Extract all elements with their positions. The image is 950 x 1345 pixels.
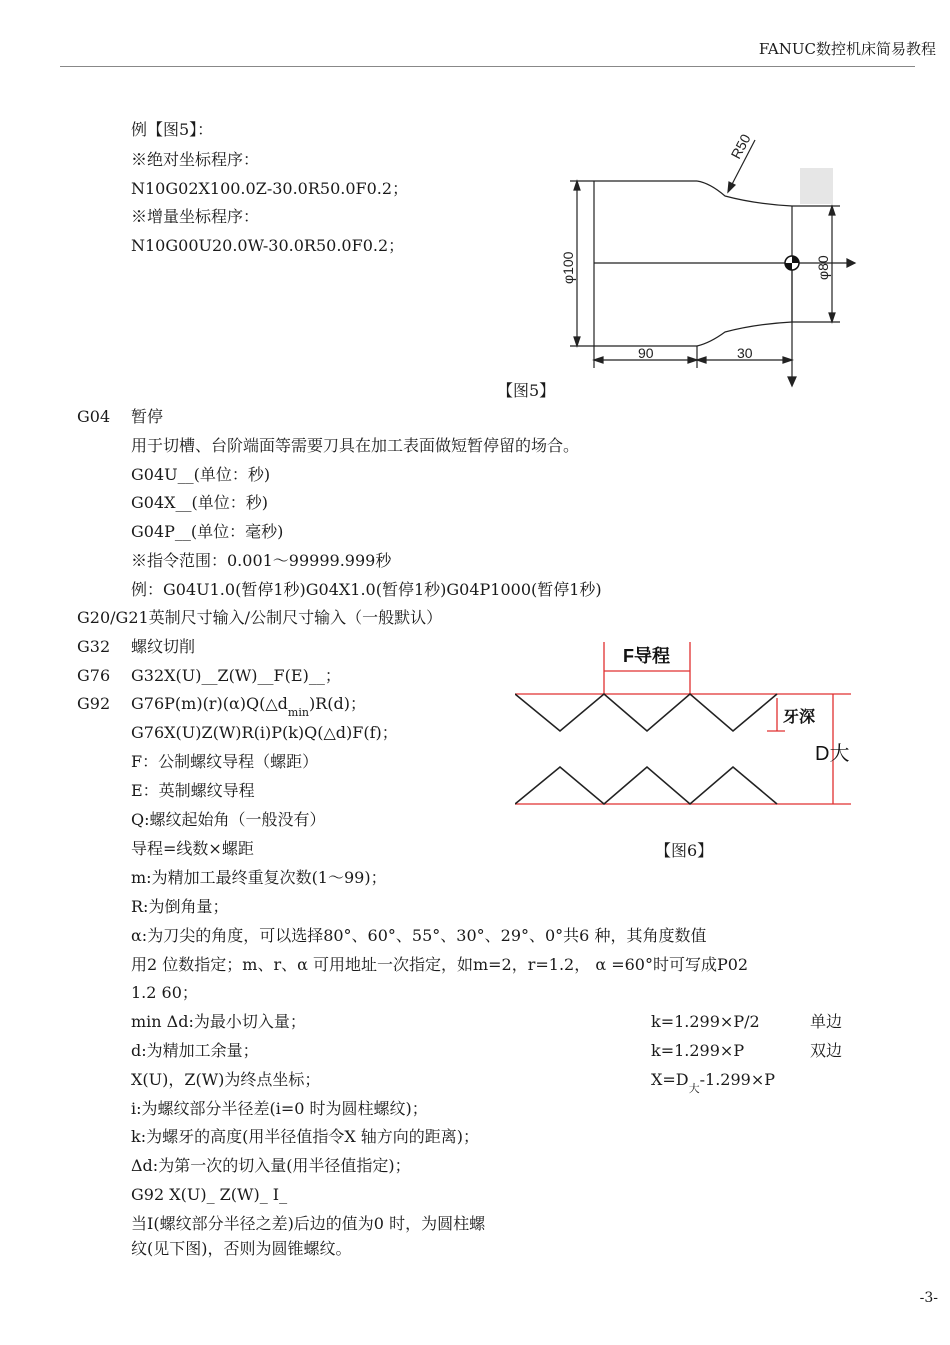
g04-line-p: G04P__(单位：毫秒) [131,522,284,541]
formula-k-double: k=1.299×P [651,1041,745,1060]
m-desc: m:为精加工最终重复次数(1～99)； [131,868,387,887]
inc-code: N10G00U20.0W-30.0R50.0F0.2； [131,236,405,255]
fig6-depth-label: 牙深 [783,709,816,726]
g76-format2: G76X(U)Z(W)R(i)P(k)Q(△d)F(f)； [131,723,398,742]
g04-code: G04 [77,407,111,426]
alpha-desc-1: α:为刀尖的角度，可以选择80°、60°、55°、30°、29°、0°共6 种，其角度数值 [131,926,707,945]
figure5-diagram [550,118,870,390]
figure5-caption: 【图5】 [497,381,556,400]
fig5-z-arrow [788,377,796,386]
fig6-lead-label: F导程 [623,646,670,666]
g04-line-x: G04X__(单位：秒) [131,493,269,512]
example5-intro: 例【图5】： [131,120,214,139]
abs-code: N10G02X100.0Z-30.0R50.0F0.2； [131,179,409,198]
figure6-diagram [515,636,855,808]
fig5-bottom-arc [697,322,792,346]
g92-format: G92 X(U)_ Z(W)_ I_ [131,1185,288,1204]
figure6-caption: 【图6】 [655,841,714,860]
r-desc: R:为倒角量； [131,897,229,916]
alpha-desc-3: 1.2 60； [131,983,198,1002]
code-g76: G76 [77,666,111,685]
formula-k-single: k=1.299×P/2 [651,1012,760,1031]
k-desc: k:为螺牙的高度(用半径值指令X 轴方向的距离)； [131,1127,480,1146]
fig5-len-a-label: 90 [638,345,654,361]
g32-format: G32X(U)__Z(W)__F(E)__； [131,666,341,685]
abs-label: ※绝对坐标程序： [131,150,260,169]
formula-x: $X=D_大-1.299\times P$ [651,1070,776,1095]
g04-line-u: G04U__(单位：秒) [131,465,271,484]
lead-desc: 导程=线数×螺距 [131,839,254,858]
q-desc: Q:螺纹起始角（一般没有） [131,810,326,829]
g76-format1: $G76P(m)(r)(\alpha)Q(\triangle d_{min})R(d)$； [131,694,366,719]
xu-desc: X(U)，Z(W)为终点坐标； [131,1070,321,1089]
min-desc: min Δd:为最小切入量； [131,1012,306,1031]
fig5-x-arrow [847,259,855,267]
formula-single-label: 单边 [810,1012,843,1031]
fig5-shading [800,168,833,204]
fig6-lower-thread [515,767,777,804]
i-note-1: 当I(螺纹部分半径之差)后边的值为0 时，为圆柱螺 [131,1214,486,1233]
fig5-radius-label: R50 [727,131,754,162]
header-title: FANUC数控机床简易教程 [758,40,936,58]
g20-line: G20/G21英制尺寸输入/公制尺寸输入（一般默认） [77,608,443,627]
f-desc: F：公制螺纹导程（螺距） [131,752,319,771]
g04-example: 例：G04U1.0(暂停1秒)G04X1.0(暂停1秒)G04P1000(暂停1秒) [131,580,602,599]
code-g92: G92 [77,694,111,713]
g04-desc: 用于切槽、台阶端面等需要刀具在加工表面做短暂停留的场合。 [131,436,580,455]
header-divider [60,66,915,67]
formula-double-label: 双边 [810,1041,843,1060]
i-desc: i:为螺纹部分半径差(i=0 时为圆柱螺纹)； [131,1099,428,1118]
fig6-dia-label: D大 [815,743,850,765]
d-desc: d:为精加工余量； [131,1041,259,1060]
fig5-top-arc [697,181,792,206]
fig6-upper-thread [515,694,777,731]
thread-title: 螺纹切削 [131,637,196,656]
fig5-dia-small-label: φ80 [815,255,831,280]
fig5-len-b-label: 30 [737,345,753,361]
page-number: -3- [919,1290,938,1306]
i-note-2: 纹(见下图)，否则为圆锥螺纹。 [131,1239,352,1258]
g04-range: ※指令范围：0.001～99999.999秒 [131,551,392,570]
alpha-desc-2: 用2 位数指定；m、r、α 可用地址一次指定，如m=2，r=1.2， α =60°时可写成P02 [131,955,749,974]
g04-name: 暂停 [131,407,164,426]
e-desc: E：英制螺纹导程 [131,781,255,800]
code-g32: G32 [77,637,111,656]
fig5-dia-big-label: φ100 [560,251,576,284]
dd-desc: Δd:为第一次的切入量(用半径值指定)； [131,1156,411,1175]
inc-label: ※增量坐标程序： [131,207,260,226]
